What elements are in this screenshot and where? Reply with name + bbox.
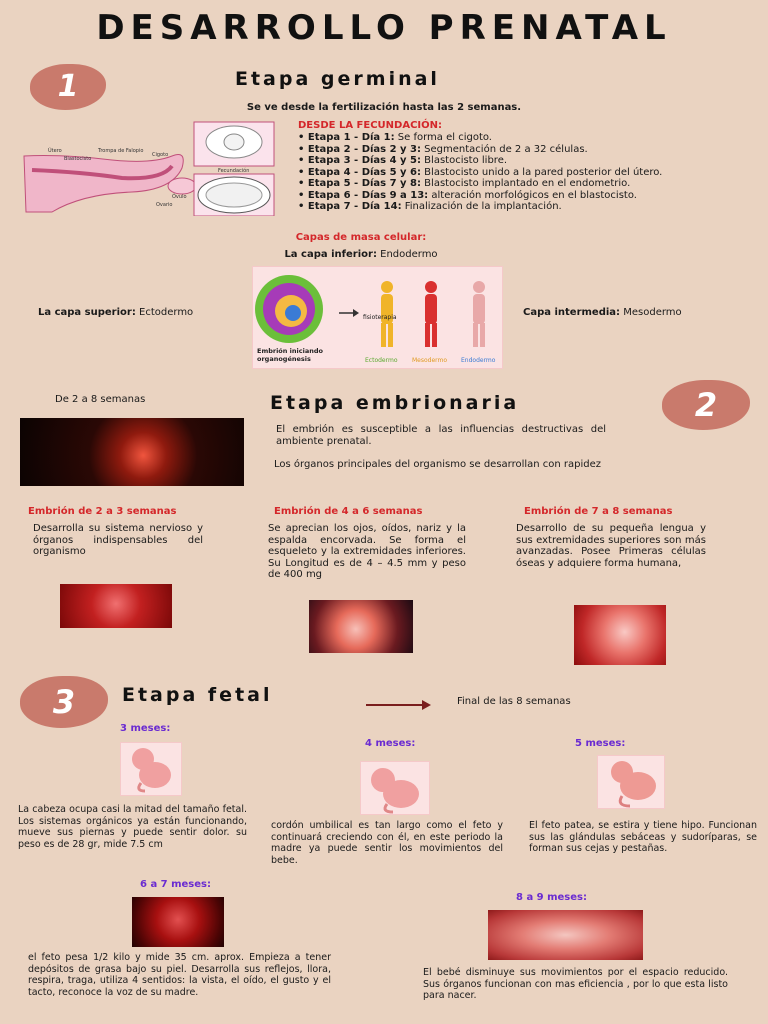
month-6-7-text: el feto pesa 1/2 kilo y mide 35 cm. aprox. Empieza a tener depósitos de grasa bajo su piel. Desarrolla sus reflejos, llora, respira, traga, utiliza 4 sentidos: la vista, el oído, el gusto y el tacto, reconoce la voz de su madre. [28, 952, 331, 998]
stage-item: • Etapa 2 - Días 2 y 3: Segmentación de 2 a 32 células. [298, 143, 588, 155]
capa-superior: La capa superior: Ectodermo [38, 307, 194, 318]
stage-item: • Etapa 5 - Días 7 y 8: Blastocisto implantado en el endometrio. [298, 178, 631, 189]
germ-layers-image [252, 266, 503, 369]
capa-inferior: La capa inferior: Endodermo [284, 249, 438, 260]
embryo-col-2-title: Embrión de 4 a 6 semanas [274, 506, 423, 517]
fetal-arrow-text: Final de las 8 semanas [457, 696, 571, 707]
embrionaria-p2: Los órganos principales del organismo se desarrollan con rapidez [274, 459, 602, 470]
embryo-col-1-photo [60, 584, 172, 628]
fecundacion-title: DESDE LA FECUNDACIÓN: [298, 120, 442, 131]
stage-item: • Etapa 4 - Días 5 y 6: Blastocisto unido a la pared posterior del útero. [298, 166, 663, 178]
month-5-fetus-image [597, 755, 665, 809]
diagram-label-utero: Útero [48, 148, 62, 154]
stages-list [298, 132, 748, 213]
layer-label-mesodermo: Mesodermo [412, 357, 448, 364]
embrionaria-weeks: De 2 a 8 semanas [55, 394, 146, 405]
month-3-text: La cabeza ocupa casi la mitad del tamaño fetal. Los sistemas orgánicos ya están funcionando, mueve sus piernas y puede sentir dolor. su peso es de 28 gr, mide 7.5 cm [18, 804, 247, 850]
diagram-label-fecundacion: Fecundación [218, 168, 250, 174]
layer-label-endodermo: Endodermo [461, 357, 496, 364]
layer-label-ectodermo: Ectodermo [365, 357, 398, 364]
stage-item: • Etapa 7 - Día 14: Finalización de la implantación. [298, 201, 562, 212]
diagram-label-ovario: Ovario [156, 202, 173, 208]
diagram-label-blastocisto: Blastocisto [64, 156, 92, 162]
month-3-fetus-image [120, 742, 182, 796]
month-5-title: 5 meses: [575, 738, 626, 749]
capas-title: Capas de masa celular: [295, 232, 427, 243]
month-3-title: 3 meses: [120, 723, 171, 734]
page-title: DESARROLLO PRENATAL [96, 8, 672, 48]
month-6-7-title: 6 a 7 meses: [140, 879, 211, 890]
embryo-photo-main [20, 418, 244, 486]
section-number-2: 2 [662, 380, 750, 430]
month-4-title: 4 meses: [365, 738, 416, 749]
stage-item: • Etapa 1 - Día 1: Se forma el cigoto. [298, 132, 492, 143]
diagram-label-cigoto: Cigoto [152, 152, 169, 158]
uterus-diagram [22, 120, 276, 216]
month-8-9-text: El bebé disminuye sus movimientos por el espacio reducido. Sus órganos funcionan con mas eficiencia , por lo que esta listo para nacer. [423, 967, 728, 1001]
stage-item: • Etapa 3 - Días 4 y 5: Blastocisto libre. [298, 155, 508, 166]
month-6-7-photo [132, 897, 224, 947]
stage-item: • Etapa 6 - Días 9 a 13: alteración morfológicos en el blastocisto. [298, 189, 637, 201]
capa-intermedia: Capa intermedia: Mesodermo [523, 307, 682, 318]
month-4-text: cordón umbilical es tan largo como el feto y continuará creciendo con él, en este periodo la madre ya puede sentir los movimientos del bebe. [271, 820, 503, 866]
month-5-text: El feto patea, se estira y tiene hipo. Funcionan sus las glándulas sebáceas y sudoríparas, se forman sus cejas y pestañas. [529, 820, 757, 854]
diagram-label-ovulo: Óvulo [172, 194, 187, 200]
germinal-heading: Etapa germinal [235, 68, 440, 90]
germinal-subtitle: Se ve desde la fertilización hasta las 2 semanas. [246, 102, 522, 113]
month-8-9-title: 8 a 9 meses: [516, 892, 587, 903]
embryo-col-3-text: Desarrollo de su pequeña lengua y sus extremidades superiores son más avanzadas. Posee Primeras células óseas y adquiere forma humana, [516, 523, 706, 569]
embrionaria-heading: Etapa embrionaria [270, 392, 520, 414]
month-8-9-photo [488, 910, 643, 960]
image-caption: Embrión iniciando organogénesis [257, 347, 323, 363]
image-arrow-label: fisioterapia [363, 314, 397, 321]
arrow-icon [366, 696, 432, 708]
embrionaria-p1: El embrión es susceptible a las influencias destructivas del ambiente prenatal. [276, 424, 606, 447]
section-number-1: 1 [30, 64, 106, 110]
embryo-col-2-photo [309, 600, 413, 653]
diagram-label-trompa: Trompa de Falopio [98, 148, 144, 154]
section-number-3: 3 [20, 676, 108, 728]
fetal-heading: Etapa fetal [122, 684, 273, 706]
embryo-col-1-title: Embrión de 2 a 3 semanas [28, 506, 177, 517]
embryo-col-3-title: Embrión de 7 a 8 semanas [524, 506, 673, 517]
month-4-fetus-image [360, 761, 430, 815]
embryo-col-3-photo [574, 605, 666, 665]
embryo-col-2-text: Se aprecian los ojos, oídos, nariz y la espalda encorvada. Se forma el esqueleto y la extremidades inferiores. Su Longitud es de 4 – 4.5 mm y peso de 400 mg [268, 523, 466, 580]
embryo-col-1-text: Desarrolla su sistema nervioso y órganos indispensables del organismo [33, 523, 203, 557]
